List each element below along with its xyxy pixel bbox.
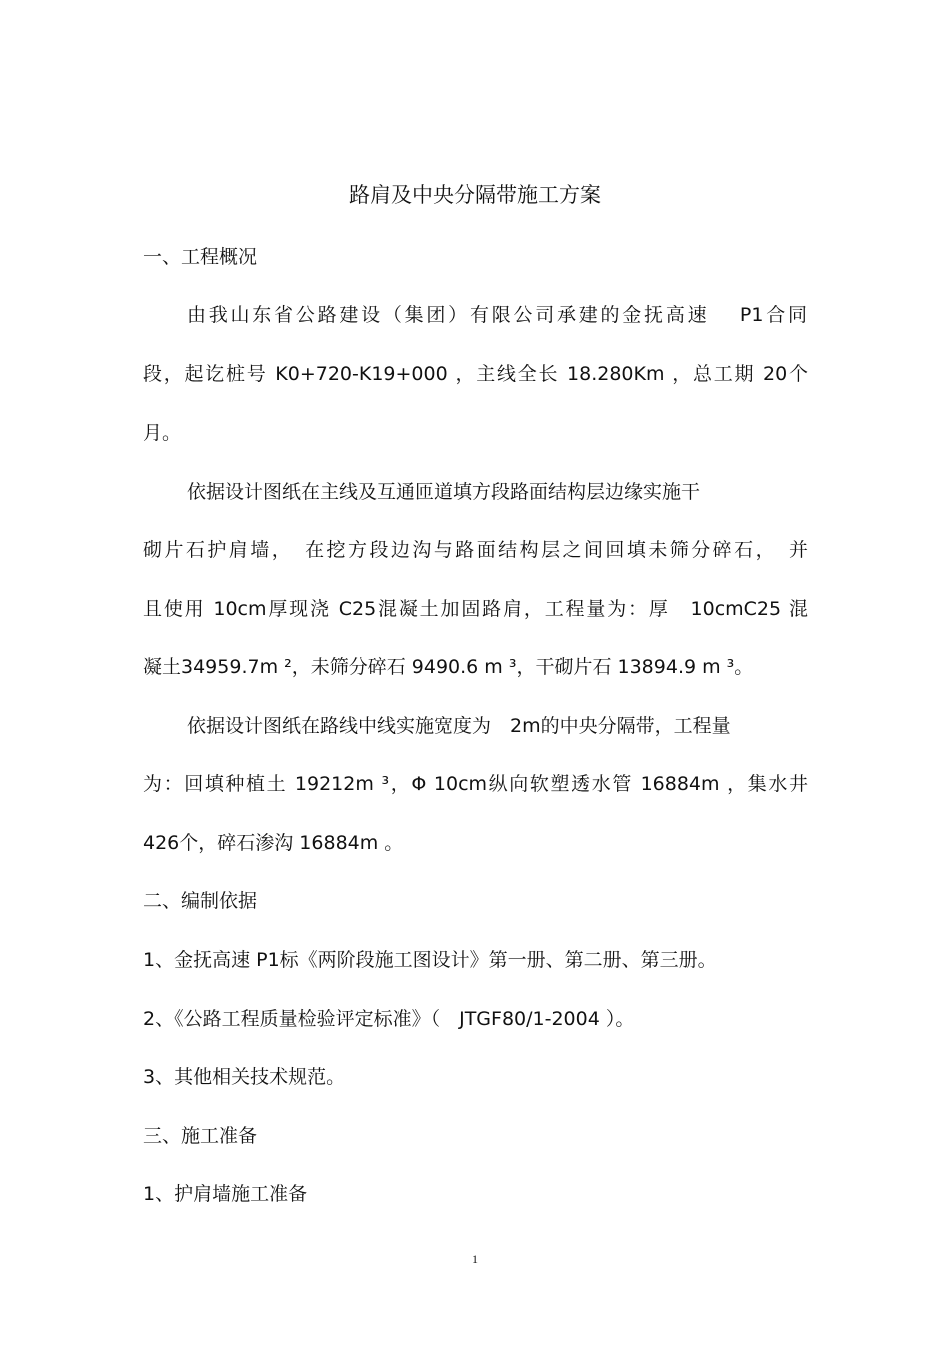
section-heading-basis: 二、编制依据: [143, 890, 258, 912]
list-item: 2、《公路工程质量检验评定标准》（ JTGF80/1-2004 ）。: [143, 1008, 635, 1030]
paragraph-line: 段，起讫桩号 K0+720-K19+000 ，主线全长 18.280Km ，总工期 20个: [143, 363, 808, 385]
paragraph-line: 依据设计图纸在主线及互通匝道填方段路面结构层边缘实施干: [187, 481, 701, 503]
paragraph-line: 且使用 10cm厚现浇 C25混凝土加固路肩，工程量为：厚 10cmC25 混: [143, 598, 808, 620]
list-item: 3、其他相关技术规范。: [143, 1066, 346, 1088]
paragraph-line: 月。: [143, 422, 182, 444]
paragraph-line: 凝土34959.7m ²，未筛分碎石 9490.6 m ³，干砌片石 13894.9 m ³。: [143, 656, 754, 678]
paragraph-line: 由我山东省公路建设（集团）有限公司承建的金抚高速 P1合同: [187, 304, 807, 326]
subsection-heading: 1、护肩墙施工准备: [143, 1183, 308, 1205]
page-number: 1: [472, 1252, 478, 1266]
paragraph-line: 砌片石护肩墙， 在挖方段边沟与路面结构层之间回填未筛分碎石， 并: [143, 539, 808, 561]
section-heading-preparation: 三、施工准备: [143, 1125, 258, 1147]
list-item: 1、金抚高速 P1标《两阶段施工图设计》第一册、第二册、第三册。: [143, 949, 717, 971]
section-heading-overview: 一、工程概况: [143, 246, 258, 268]
paragraph-line: 为：回填种植土 19212m ³，Φ 10cm纵向软塑透水管 16884m ，集水井: [143, 773, 808, 795]
paragraph-line: 依据设计图纸在路线中线实施宽度为 2m的中央分隔带，工程量: [187, 715, 731, 737]
document-title: 路肩及中央分隔带施工方案: [349, 183, 601, 207]
paragraph-line: 426个，碎石渗沟 16884m 。: [143, 832, 404, 854]
